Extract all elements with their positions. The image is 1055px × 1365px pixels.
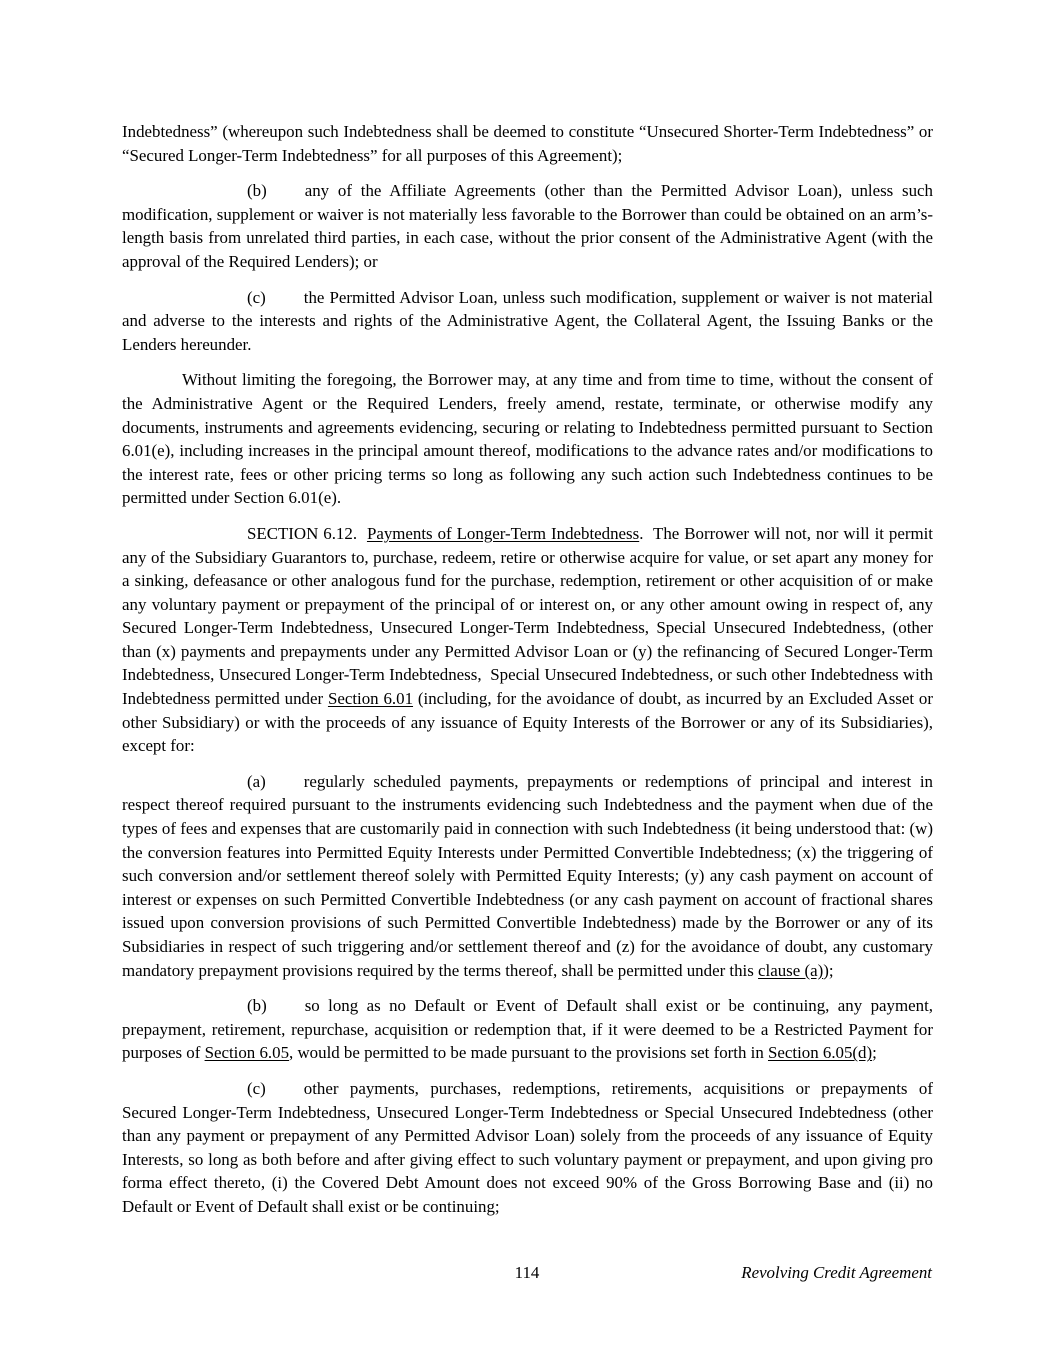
- footer-document-title: Revolving Credit Agreement: [741, 1263, 932, 1282]
- page-footer: [122, 1261, 932, 1287]
- paragraph: [122, 770, 933, 982]
- section-reference: Section 6.05: [204, 1043, 290, 1063]
- section-reference: Section 6.05(d): [767, 1043, 873, 1063]
- text-run: Without limiting the foregoing, the Borrower may, at any time and from time to time, without the consent of the Administrative Agent or the Required Lenders, freely amend, restate, terminate, or otherwise modify any documents, instruments and agreements evidencing, securing or relating to Indebtedness permitted pursuant to Section 6.01(e), including increases in the principal amount thereof, modifications to the advance rates and/or modifications to the interest rate, fees or other pricing terms so long as following any such action such Indebtedness continues to be permitted under Section 6.01(e).: [122, 370, 933, 508]
- text-run: (b): [247, 996, 267, 1016]
- paragraph: [122, 368, 933, 510]
- text-run: (including, for the avoidance of doubt, as incurred by an Excluded Asset or other Subsidiary) or with the proceeds of any issuance of Equity Interests of the Borrower or any of its Subsidiaries), except for:: [122, 689, 933, 756]
- text-run: ;: [872, 1043, 877, 1063]
- text-run: (c): [247, 1078, 266, 1098]
- paragraph: [122, 286, 933, 357]
- text-run: . The Borrower will not, nor will it permit any of the Subsidiary Guarantors to, purchase, redeem, retire or otherwise acquire for value, or set apart any money for a sinking, defeasance or other analogous fund for the purchase, redemption, retirement or other acquisition of or make any voluntary payment or prepayment of the principal of or interest on, or any other amount owing in respect of, any Secured Longer-Term Indebtedness, Unsecured Longer-Term Indebtedness, Special Unsecured Indebtedness, (other than (x) payments and prepayments under any Permitted Advisor Loan or (y) the refinancing of Secured Longer-Term Indebtedness, Unsecured Longer-Term Indebtedness, Special Unsecured Indebtedness, or such other Indebtedness with Indebtedness permitted under: [122, 523, 934, 709]
- page-number: 114: [514, 1263, 540, 1282]
- paragraph: [122, 120, 933, 167]
- paragraph: [122, 994, 933, 1065]
- text-run: );: [823, 960, 834, 980]
- text-run: regularly scheduled payments, prepayments or redemptions of principal and interest in respect thereof required pursuant to the instruments evidencing such Indebtedness and the payment when due of the types of fees and expenses that are customarily paid in connection with such Indebtedness (it being understood that: (w) the conversion features into Permitted Equity Interests under Permitted Convertible Indebtedness; (x) the triggering of such conversion and/or settlement thereof solely with Permitted Equity Interests; (y) any cash payment on account of interest or expenses on such Permitted Convertible Indebtedness (or any cash payment on account of fractional shares issued upon conversion provisions of such Permitted Convertible Indebtedness) made by the Borrower or any of its Subsidiaries in respect of such triggering and/or settlement thereof and (z) for the avoidance of doubt, any customary mandatory prepayment provisions required by the terms thereof, shall be permitted under this: [122, 771, 933, 980]
- text-run: Indebtedness” (whereupon such Indebtedness shall be deemed to constitute “Unsecured Shorter-Term Indebtedness” or “Secured Longer-Term Indebtedness” for all purposes of this Agreement);: [122, 122, 933, 165]
- paragraph: [122, 1077, 933, 1219]
- document-body: [122, 120, 933, 1231]
- text-run: SECTION 6.12.: [247, 523, 367, 543]
- section-reference: Section 6.01: [327, 689, 414, 709]
- text-run: (c): [247, 287, 266, 307]
- text-run: , would be permitted to be made pursuant to the provisions set forth in: [289, 1043, 768, 1063]
- paragraph: [122, 522, 933, 758]
- section-reference: Payments of Longer-Term Indebtedness: [366, 523, 640, 543]
- text-run: (a): [247, 771, 266, 791]
- text-run: so long as no Default or Event of Default shall exist or be continuing, any payment, prepayment, retirement, repurchase, acquisition or redemption that, if it were deemed to be a Restricted Payment for purposes of: [122, 996, 933, 1063]
- paragraph: [122, 179, 933, 273]
- text-run: the Permitted Advisor Loan, unless such modification, supplement or waiver is not material and adverse to the interests and rights of the Administrative Agent, the Collateral Agent, the Issuing Banks or the Lenders hereunder.: [122, 287, 933, 354]
- section-reference: clause (a): [758, 960, 824, 980]
- text-run: other payments, purchases, redemptions, retirements, acquisitions or prepayments of Secured Longer-Term Indebtedness, Unsecured Longer-Term Indebtedness or Special Unsecured Indebtedness (other than any payment or prepayment of any Permitted Advisor Loan) solely from the proceeds of any issuance of Equity Interests, so long as both before and after giving effect to such voluntary payment or prepayment, and upon giving pro forma effect thereto, (i) the Covered Debt Amount does not exceed 90% of the Gross Borrowing Base and (ii) no Default or Event of Default shall exist or be continuing;: [122, 1078, 933, 1216]
- text-run: (b): [247, 181, 267, 201]
- text-run: any of the Affiliate Agreements (other than the Permitted Advisor Loan), unless such modification, supplement or waiver is not materially less favorable to the Borrower than could be obtained on an arm’s-length basis from unrelated third parties, in each case, without the prior consent of the Administrative Agent (with the approval of the Required Lenders); or: [122, 181, 933, 271]
